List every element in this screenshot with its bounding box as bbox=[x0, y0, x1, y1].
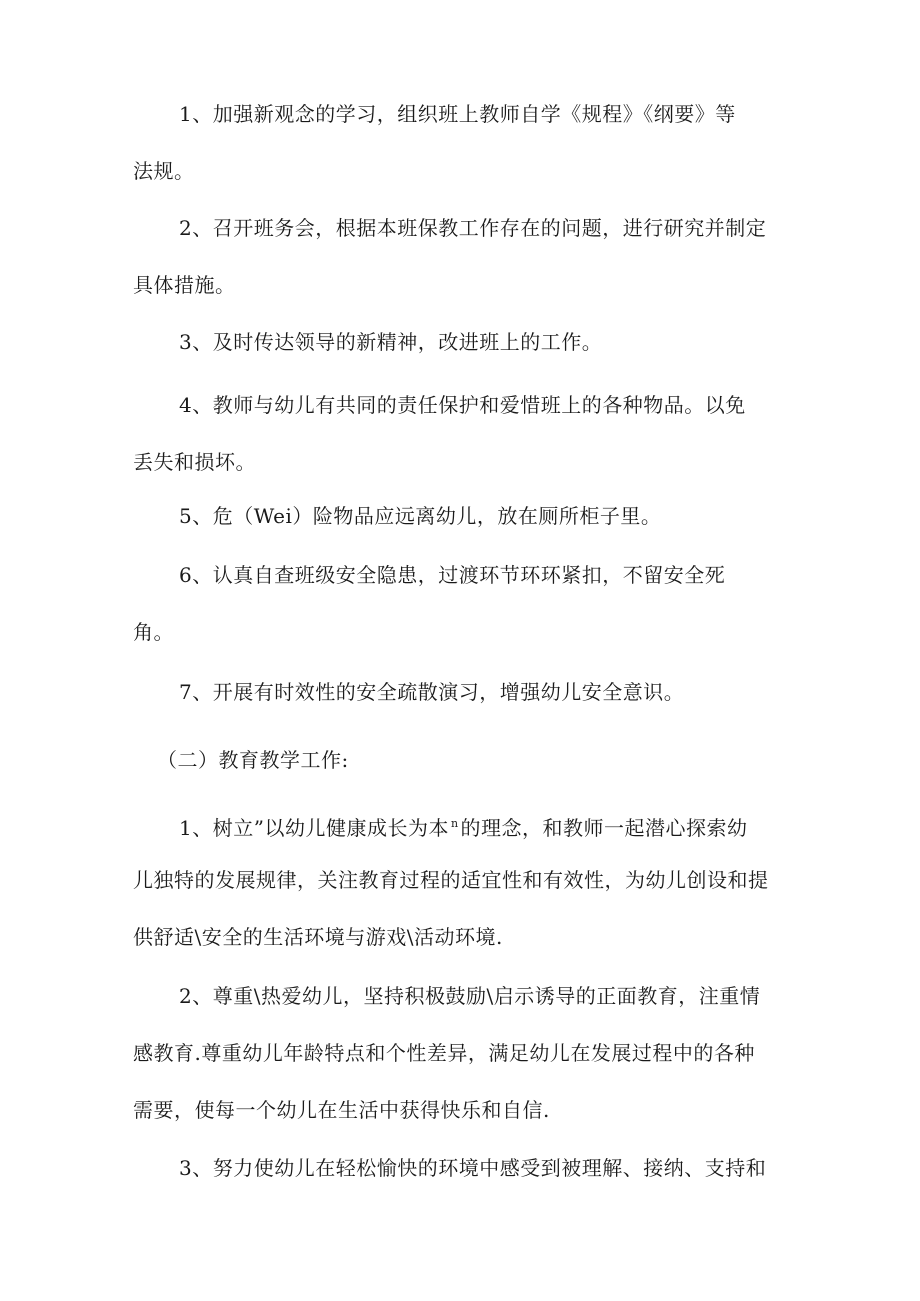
paragraph-text: 的理念，和教师一起潜心探索幼 bbox=[460, 816, 748, 840]
paragraph-4 bbox=[133, 377, 803, 491]
paragraph-line: 丢失和损坏。 bbox=[133, 450, 256, 474]
section-heading bbox=[133, 732, 803, 789]
paragraph-8 bbox=[133, 795, 803, 966]
paragraph-line: 3、努力使幼儿在轻松愉快的环境中感受到被理解、接纳、支持和 bbox=[179, 1156, 767, 1180]
paragraph-line: 5、危（Wei）险物品应远离幼儿，放在厕所柜子里。 bbox=[179, 504, 662, 528]
paragraph-line: 2、尊重\热爱幼儿，坚持积极鼓励\启示诱导的正面教育，注重情 bbox=[179, 984, 761, 1008]
paragraph-line: 6、认真自查班级安全隐患，过渡环节环环紧扣，不留安全死 bbox=[179, 563, 726, 587]
paragraph-line: 7、开展有时效性的安全疏散演习，增强幼儿安全意识。 bbox=[179, 680, 685, 704]
paragraph-1 bbox=[133, 86, 803, 200]
paragraph-line: 具体措施。 bbox=[133, 273, 236, 297]
paragraph-6 bbox=[133, 547, 803, 661]
superscript-mark: n bbox=[450, 817, 459, 830]
paragraph-line: 角。 bbox=[133, 620, 174, 644]
paragraph-5 bbox=[133, 488, 803, 545]
paragraph-line: 1、加强新观念的学习，组织班上教师自学《规程》《纲要》等 bbox=[179, 102, 736, 126]
paragraph-2 bbox=[133, 200, 803, 314]
paragraph-line: 法规。 bbox=[133, 159, 195, 183]
paragraph-line: 2、召开班务会，根据本班保教工作存在的问题，进行研究并制定 bbox=[179, 216, 767, 240]
paragraph-text: 1、树立”以幼儿健康成长为本 bbox=[179, 816, 449, 840]
paragraph-line: 需要，使每一个幼儿在生活中获得快乐和自信. bbox=[133, 1098, 550, 1122]
paragraph-10 bbox=[133, 1140, 803, 1197]
paragraph-line: 3、及时传达领导的新精神，改进班上的工作。 bbox=[179, 330, 603, 354]
paragraph-3 bbox=[133, 314, 803, 371]
paragraph-line: 儿独特的发展规律，关注教育过程的适宜性和有效性，为幼儿创设和提 bbox=[133, 868, 769, 892]
paragraph-line: 供舒适\安全的生活环境与游戏\活动环境. bbox=[133, 925, 503, 949]
section-heading-text: （二）教育教学工作: bbox=[157, 748, 349, 772]
paragraph-line: 感教育.尊重幼儿年龄特点和个性差异，满足幼儿在发展过程中的各种 bbox=[133, 1041, 755, 1065]
paragraph-7 bbox=[133, 664, 803, 721]
paragraph-line bbox=[133, 795, 803, 852]
paragraph-line: 4、教师与幼儿有共同的责任保护和爱惜班上的各种物品。以免 bbox=[179, 393, 746, 417]
paragraph-9 bbox=[133, 968, 803, 1139]
